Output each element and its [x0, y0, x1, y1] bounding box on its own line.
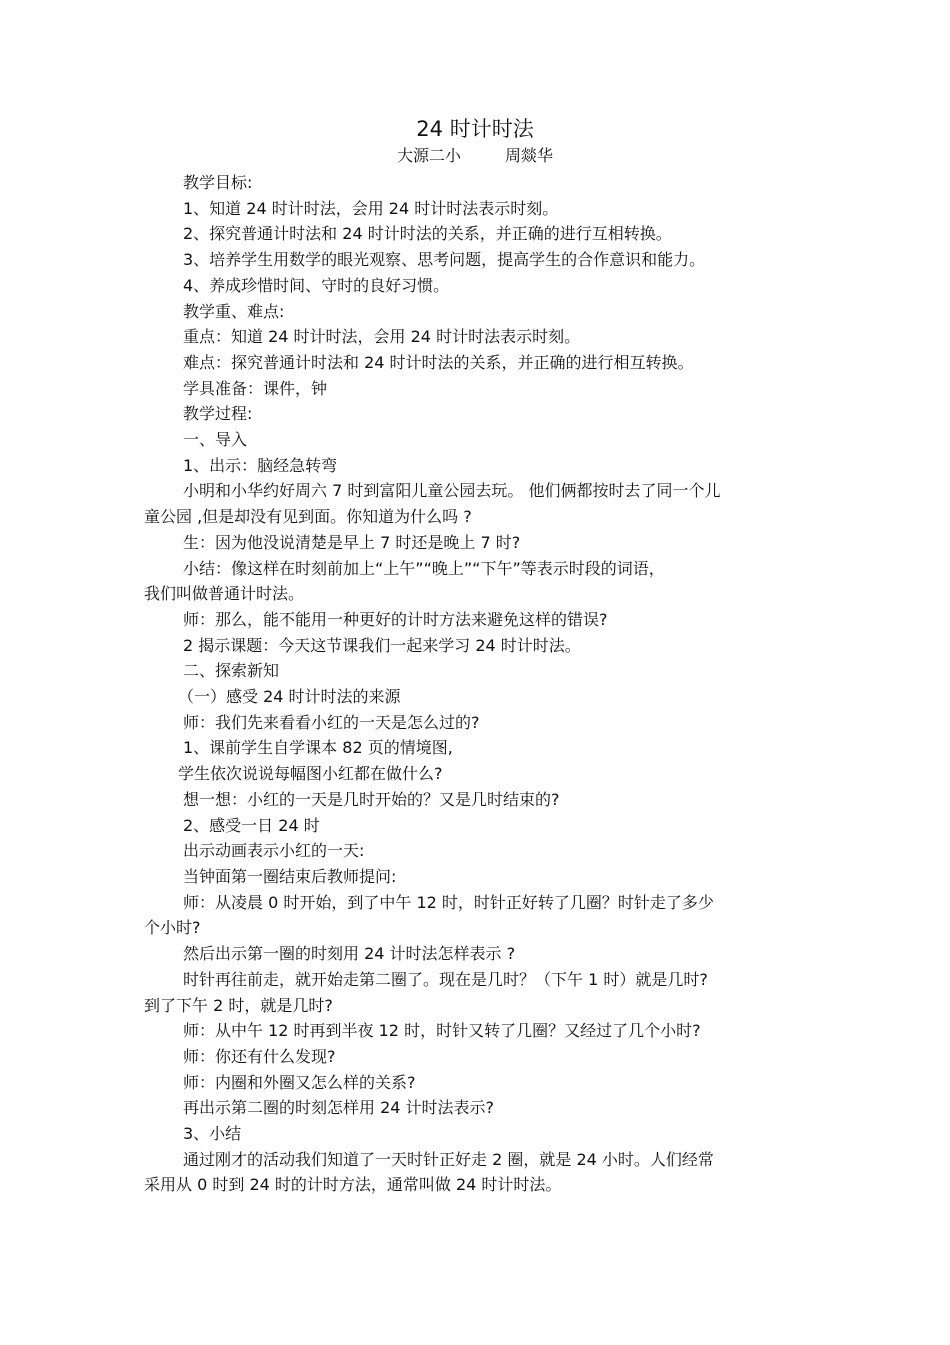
paragraph-line: 师：你还有什么发现? — [183, 1046, 336, 1066]
paragraph-line: 3、小结 — [183, 1124, 242, 1144]
paragraph-line: 我们叫做普通计时法。 — [144, 584, 305, 604]
paragraph-line: 想一想：小红的一天是几时开始的？又是几时结束的? — [183, 789, 560, 809]
paragraph-line: 教学过程: — [183, 404, 253, 424]
paragraph-line: 师：从凌晨 0 时开始，到了中午 12 时，时针正好转了几圈？时针走了多少 — [183, 892, 714, 912]
paragraph-line: 到了下午 2 时，就是几时? — [144, 995, 333, 1015]
paragraph-line: 1、知道 24 时计时法，会用 24 时计时法表示时刻。 — [183, 198, 559, 218]
paragraph-line: 时针再往前走，就开始走第二圈了。现在是几时？（下午 1 时）就是几时? — [183, 969, 708, 989]
author-line — [0, 145, 950, 167]
paragraph-line: 一、导入 — [183, 430, 248, 450]
paragraph-line: 通过刚才的活动我们知道了一天时针正好走 2 圈，就是 24 小时。人们经常 — [183, 1149, 714, 1169]
paragraph-line: 4、养成珍惜时间、守时的良好习惯。 — [183, 275, 450, 295]
paragraph-line: 小结：像这样在时刻前加上“上午”“晚上”“下午”等表示时段的词语， — [183, 558, 665, 578]
paragraph-line: 师：那么，能不能用一种更好的计时方法来避免这样的错误? — [183, 609, 608, 629]
paragraph-line: 当钟面第一圈结束后教师提问: — [183, 866, 397, 886]
paragraph-line: 1、出示：脑经急转弯 — [183, 455, 338, 475]
paragraph-line: 采用从 0 时到 24 时的计时方法，通常叫做 24 时计时法。 — [144, 1175, 562, 1195]
document-title: 24 时计时法 — [416, 117, 534, 141]
paragraph-line: 学具准备：课件，钟 — [183, 378, 328, 398]
paragraph-line: 童公园 ,但是却没有见到面。你知道为什么吗 ? — [144, 507, 472, 527]
paragraph-line: 师：内圈和外圈又怎么样的关系? — [183, 1072, 416, 1092]
paragraph-line: 个小时? — [144, 918, 201, 938]
paragraph-line: 1、课前学生自学课本 82 页的情境图, — [183, 738, 453, 758]
paragraph-line: 出示动画表示小红的一天: — [183, 841, 365, 861]
school-name: 大源二小 — [396, 146, 461, 165]
document-body — [144, 170, 804, 1198]
paragraph-line: 再出示第二圈的时刻怎样用 24 计时法表示? — [183, 1098, 495, 1118]
paragraph-line: 2、探究普通计时法和 24 时计时法的关系，并正确的进行互相转换。 — [183, 224, 672, 244]
paragraph-line: （一）感受 24 时计时法的来源 — [178, 687, 401, 707]
paragraph-line: 师：我们先来看看小红的一天是怎么过的? — [183, 712, 480, 732]
paragraph-line: 2、感受一日 24 时 — [183, 815, 320, 835]
paragraph-line: 师：从中午 12 时再到半夜 12 时，时针又转了几圈？又经过了几个小时? — [183, 1021, 701, 1041]
author-name: 周燚华 — [505, 146, 554, 165]
paragraph-line: 教学重、难点: — [183, 301, 285, 321]
paragraph-line: 2 揭示课题：今天这节课我们一起来学习 24 时计时法。 — [183, 635, 581, 655]
paragraph-line: 小明和小华约好周六 7 时到富阳儿童公园去玩。 他们俩都按时去了同一个儿 — [183, 481, 721, 501]
paragraph-line: 重点：知道 24 时计时法，会用 24 时计时法表示时刻。 — [183, 327, 581, 347]
paragraph-line: 教学目标: — [183, 173, 253, 192]
paragraph-line: 3、培养学生用数学的眼光观察、思考问题，提高学生的合作意识和能力。 — [183, 250, 706, 270]
paragraph-line: 二、探索新知 — [183, 661, 280, 681]
paragraph-line: 学生依次说说每幅图小红都在做什么? — [178, 764, 443, 784]
paragraph-line: 然后出示第一圈的时刻用 24 计时法怎样表示 ? — [183, 944, 516, 964]
paragraph-line: 难点：探究普通计时法和 24 时计时法的关系，并正确的进行相互转换。 — [183, 352, 694, 372]
paragraph-line: 生：因为他没说清楚是早上 7 时还是晚上 7 时? — [183, 532, 521, 552]
